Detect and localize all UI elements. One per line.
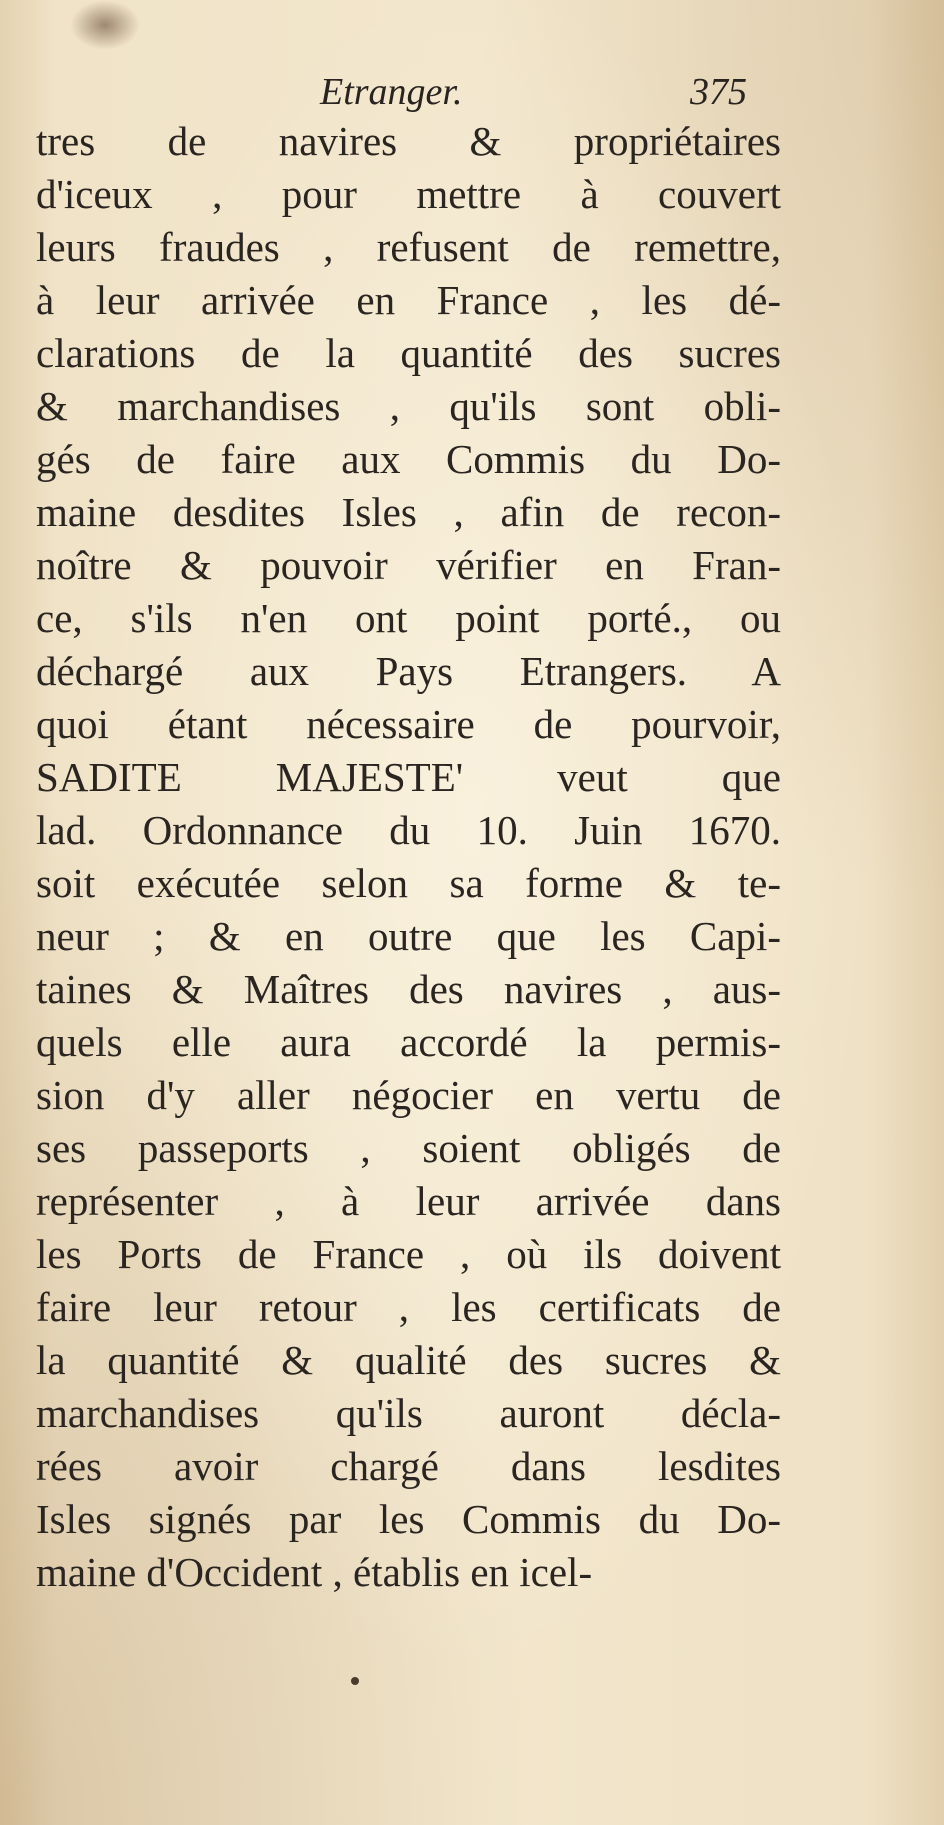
text-line: marchandises qu'ils auront décla- [36,1390,781,1436]
text-line: ses passeports , soient obligés de [36,1125,781,1171]
text-line: leurs fraudes , refusent de remettre, [36,224,781,270]
text-line: Isles signés par les Commis du Do- [36,1496,781,1542]
text-line: SADITE MAJESTE' veut que [36,754,781,800]
text-line: noître & pouvoir vérifier en Fran- [36,542,781,588]
text-line: sion d'y aller négocier en vertu de [36,1072,781,1118]
text-line: quels elle aura accordé la permis- [36,1019,781,1065]
text-line: à leur arrivée en France , les dé- [36,277,781,323]
ink-dot [351,1677,359,1685]
text-line: d'iceux , pour mettre à couvert [36,171,781,217]
page-number: 375 [690,71,747,113]
text-line: clarations de la quantité des sucres [36,330,781,376]
ink-stain [70,0,140,50]
text-line: la quantité & qualité des sucres & [36,1337,781,1383]
page-header [0,70,944,120]
text-line: ce, s'ils n'en ont point porté., ou [36,595,781,641]
text-line: neur ; & en outre que les Capi- [36,913,781,959]
running-head: Etranger. [320,71,463,113]
text-line: quoi étant nécessaire de pourvoir, [36,701,781,747]
text-line: les Ports de France , où ils doivent [36,1231,781,1277]
text-line: représenter , à leur arrivée dans [36,1178,781,1224]
text-line: tres de navires & propriétaires [36,118,781,164]
text-line: maine desdites Isles , afin de recon- [36,489,781,535]
text-line: maine d'Occident , établis en icel- [36,1549,593,1595]
text-line: gés de faire aux Commis du Do- [36,436,781,482]
text-line: soit exécutée selon sa forme & te- [36,860,781,906]
text-line: lad. Ordonnance du 10. Juin 1670. [36,807,781,853]
body-text [36,115,781,1599]
text-line: taines & Maîtres des navires , aus- [36,966,781,1012]
text-line: & marchandises , qu'ils sont obli- [36,383,781,429]
text-line: rées avoir chargé dans lesdites [36,1443,781,1489]
text-line: déchargé aux Pays Etrangers. A [36,648,781,694]
text-line: faire leur retour , les certificats de [36,1284,781,1330]
